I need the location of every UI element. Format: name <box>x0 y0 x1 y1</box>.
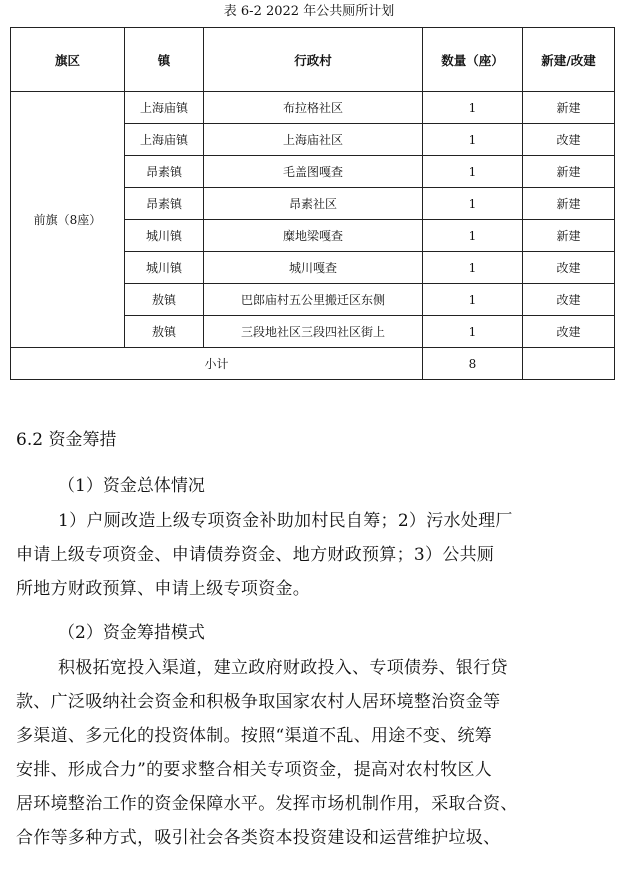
subheading-funding-overview: （1）资金总体情况 <box>58 476 205 496</box>
count-cell: 1 <box>423 220 523 252</box>
paragraph-line: 合作等多种方式，吸引社会各类资本投资建设和运营维护垃圾、 <box>16 828 501 848</box>
village-cell: 城川嘎查 <box>204 252 423 284</box>
paragraph-line: 积极拓宽投入渠道，建立政府财政投入、专项债券、银行贷 <box>58 658 508 678</box>
village-cell: 巴郎庙村五公里搬迁区东侧 <box>204 284 423 316</box>
town-cell: 上海庙镇 <box>125 124 204 156</box>
subtotal-row <box>11 348 615 380</box>
type-cell: 改建 <box>523 252 615 284</box>
village-cell: 布拉格社区 <box>204 92 423 124</box>
header-village: 行政村 <box>204 28 423 92</box>
paragraph-line: 安排、形成合力”的要求整合相关专项资金，提高对农村牧区人 <box>16 760 493 780</box>
village-cell: 糜地梁嘎查 <box>204 220 423 252</box>
type-cell: 新建 <box>523 188 615 220</box>
count-cell: 1 <box>423 188 523 220</box>
type-cell: 新建 <box>523 156 615 188</box>
paragraph-line: 款、广泛吸纳社会资金和积极争取国家农村人居环境整治资金等 <box>16 692 501 712</box>
count-cell: 1 <box>423 316 523 348</box>
town-cell: 上海庙镇 <box>125 92 204 124</box>
village-cell: 昂素社区 <box>204 188 423 220</box>
paragraph-line: 居环境整治工作的资金保障水平。发挥市场机制作用，采取合资、 <box>16 794 518 814</box>
header-region: 旗区 <box>11 28 125 92</box>
paragraph-funding-model <box>16 651 606 855</box>
header-town: 镇 <box>125 28 204 92</box>
type-cell: 新建 <box>523 220 615 252</box>
type-cell: 新建 <box>523 92 615 124</box>
town-cell: 城川镇 <box>125 252 204 284</box>
subtotal-label: 小计 <box>11 348 423 380</box>
paragraph-funding-overview <box>16 504 606 606</box>
count-cell: 1 <box>423 156 523 188</box>
section-heading: 6.2 资金筹措 <box>16 430 117 450</box>
paragraph-line: 申请上级专项资金、申请债券资金、地方财政预算；3）公共厕 <box>16 545 495 565</box>
count-cell: 1 <box>423 92 523 124</box>
village-cell: 三段地社区三段四社区街上 <box>204 316 423 348</box>
type-cell: 改建 <box>523 124 615 156</box>
header-type: 新建/改建 <box>523 28 615 92</box>
town-cell: 昂素镇 <box>125 156 204 188</box>
header-count: 数量（座） <box>423 28 523 92</box>
count-cell: 1 <box>423 252 523 284</box>
count-cell: 1 <box>423 284 523 316</box>
toilet-plan-table <box>10 27 615 380</box>
type-cell: 改建 <box>523 284 615 316</box>
town-cell: 城川镇 <box>125 220 204 252</box>
town-cell: 敖镇 <box>125 284 204 316</box>
village-cell: 上海庙社区 <box>204 124 423 156</box>
subtotal-value: 8 <box>423 348 523 380</box>
region-cell: 前旗（8座） <box>11 92 125 348</box>
paragraph-line: 所地方财政预算、申请上级专项资金。 <box>16 579 311 599</box>
paragraph-line: 多渠道、多元化的投资体制。按照“渠道不乱、用途不变、统筹 <box>16 726 493 746</box>
count-cell: 1 <box>423 124 523 156</box>
paragraph-line: 1）户厕改造上级专项资金补助加村民自筹；2）污水处理厂 <box>58 511 513 531</box>
type-cell: 改建 <box>523 316 615 348</box>
table-caption: 表 6-2 2022 年公共厕所计划 <box>223 4 395 19</box>
town-cell: 敖镇 <box>125 316 204 348</box>
subheading-funding-model: （2）资金筹措模式 <box>58 623 205 643</box>
table-row <box>11 92 615 124</box>
town-cell: 昂素镇 <box>125 188 204 220</box>
village-cell: 毛盖图嘎查 <box>204 156 423 188</box>
subtotal-empty-cell <box>523 348 615 380</box>
table-header-row <box>11 28 615 92</box>
